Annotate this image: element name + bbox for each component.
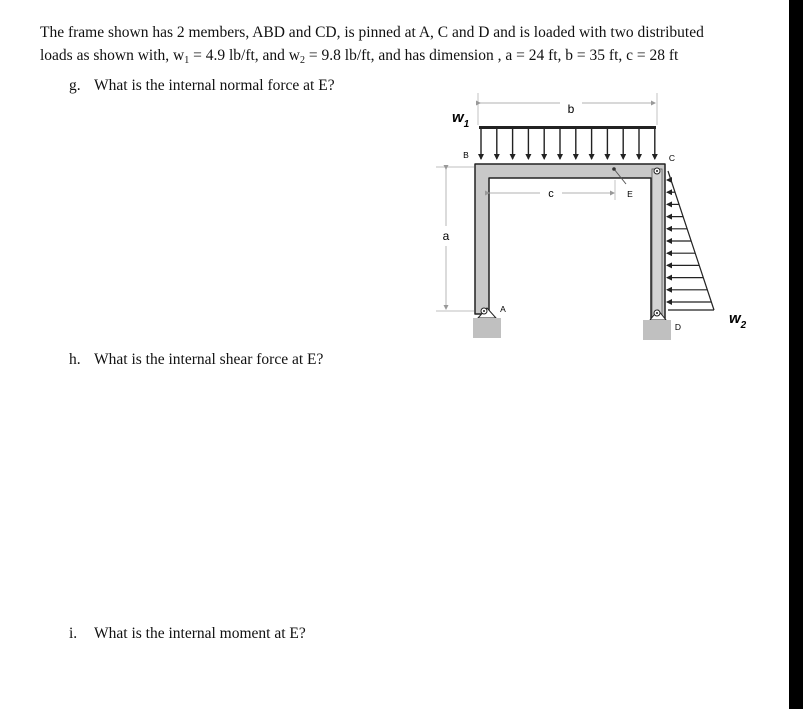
dimension-a <box>436 167 474 311</box>
label-b: b <box>567 102 575 116</box>
label-c: c <box>548 188 554 200</box>
label-a: a <box>442 229 450 243</box>
dimension-c <box>489 180 615 200</box>
support-d <box>643 310 671 340</box>
question-label: i. <box>69 625 78 642</box>
point-d-label: D <box>674 322 682 332</box>
question-label: h. <box>69 351 81 368</box>
w1-label: $w_1$ <box>452 109 470 130</box>
problem-line-1: The frame shown has 2 members, ABD and CD, is pinned at A, C and D and is loaded with two distributed <box>40 24 704 41</box>
dimension-b <box>478 93 657 125</box>
question-text: What is the internal moment at E? <box>94 625 306 642</box>
question-label: g. <box>69 77 81 94</box>
point-a-label: A <box>500 304 506 314</box>
member-abd <box>475 164 665 320</box>
question-text: What is the internal normal force at E? <box>94 77 335 94</box>
question-text: What is the internal shear force at E? <box>94 351 324 368</box>
distributed-load-w1 <box>479 126 656 159</box>
point-c-label: C <box>668 153 676 163</box>
problem-line-2: loads as shown with, $w_1 = 4.9$ lb/ft, and $w_2 = 9.8$ lb/ft, and has dimension , a = 24 ft, b = 35 ft, c = 28 ft <box>40 47 679 66</box>
point-e-label: E <box>627 189 633 199</box>
point-b-label: B <box>463 150 469 160</box>
w2-label: $w_2$ <box>729 310 747 331</box>
distributed-load-w2 <box>667 171 714 310</box>
member-cd <box>652 169 662 317</box>
